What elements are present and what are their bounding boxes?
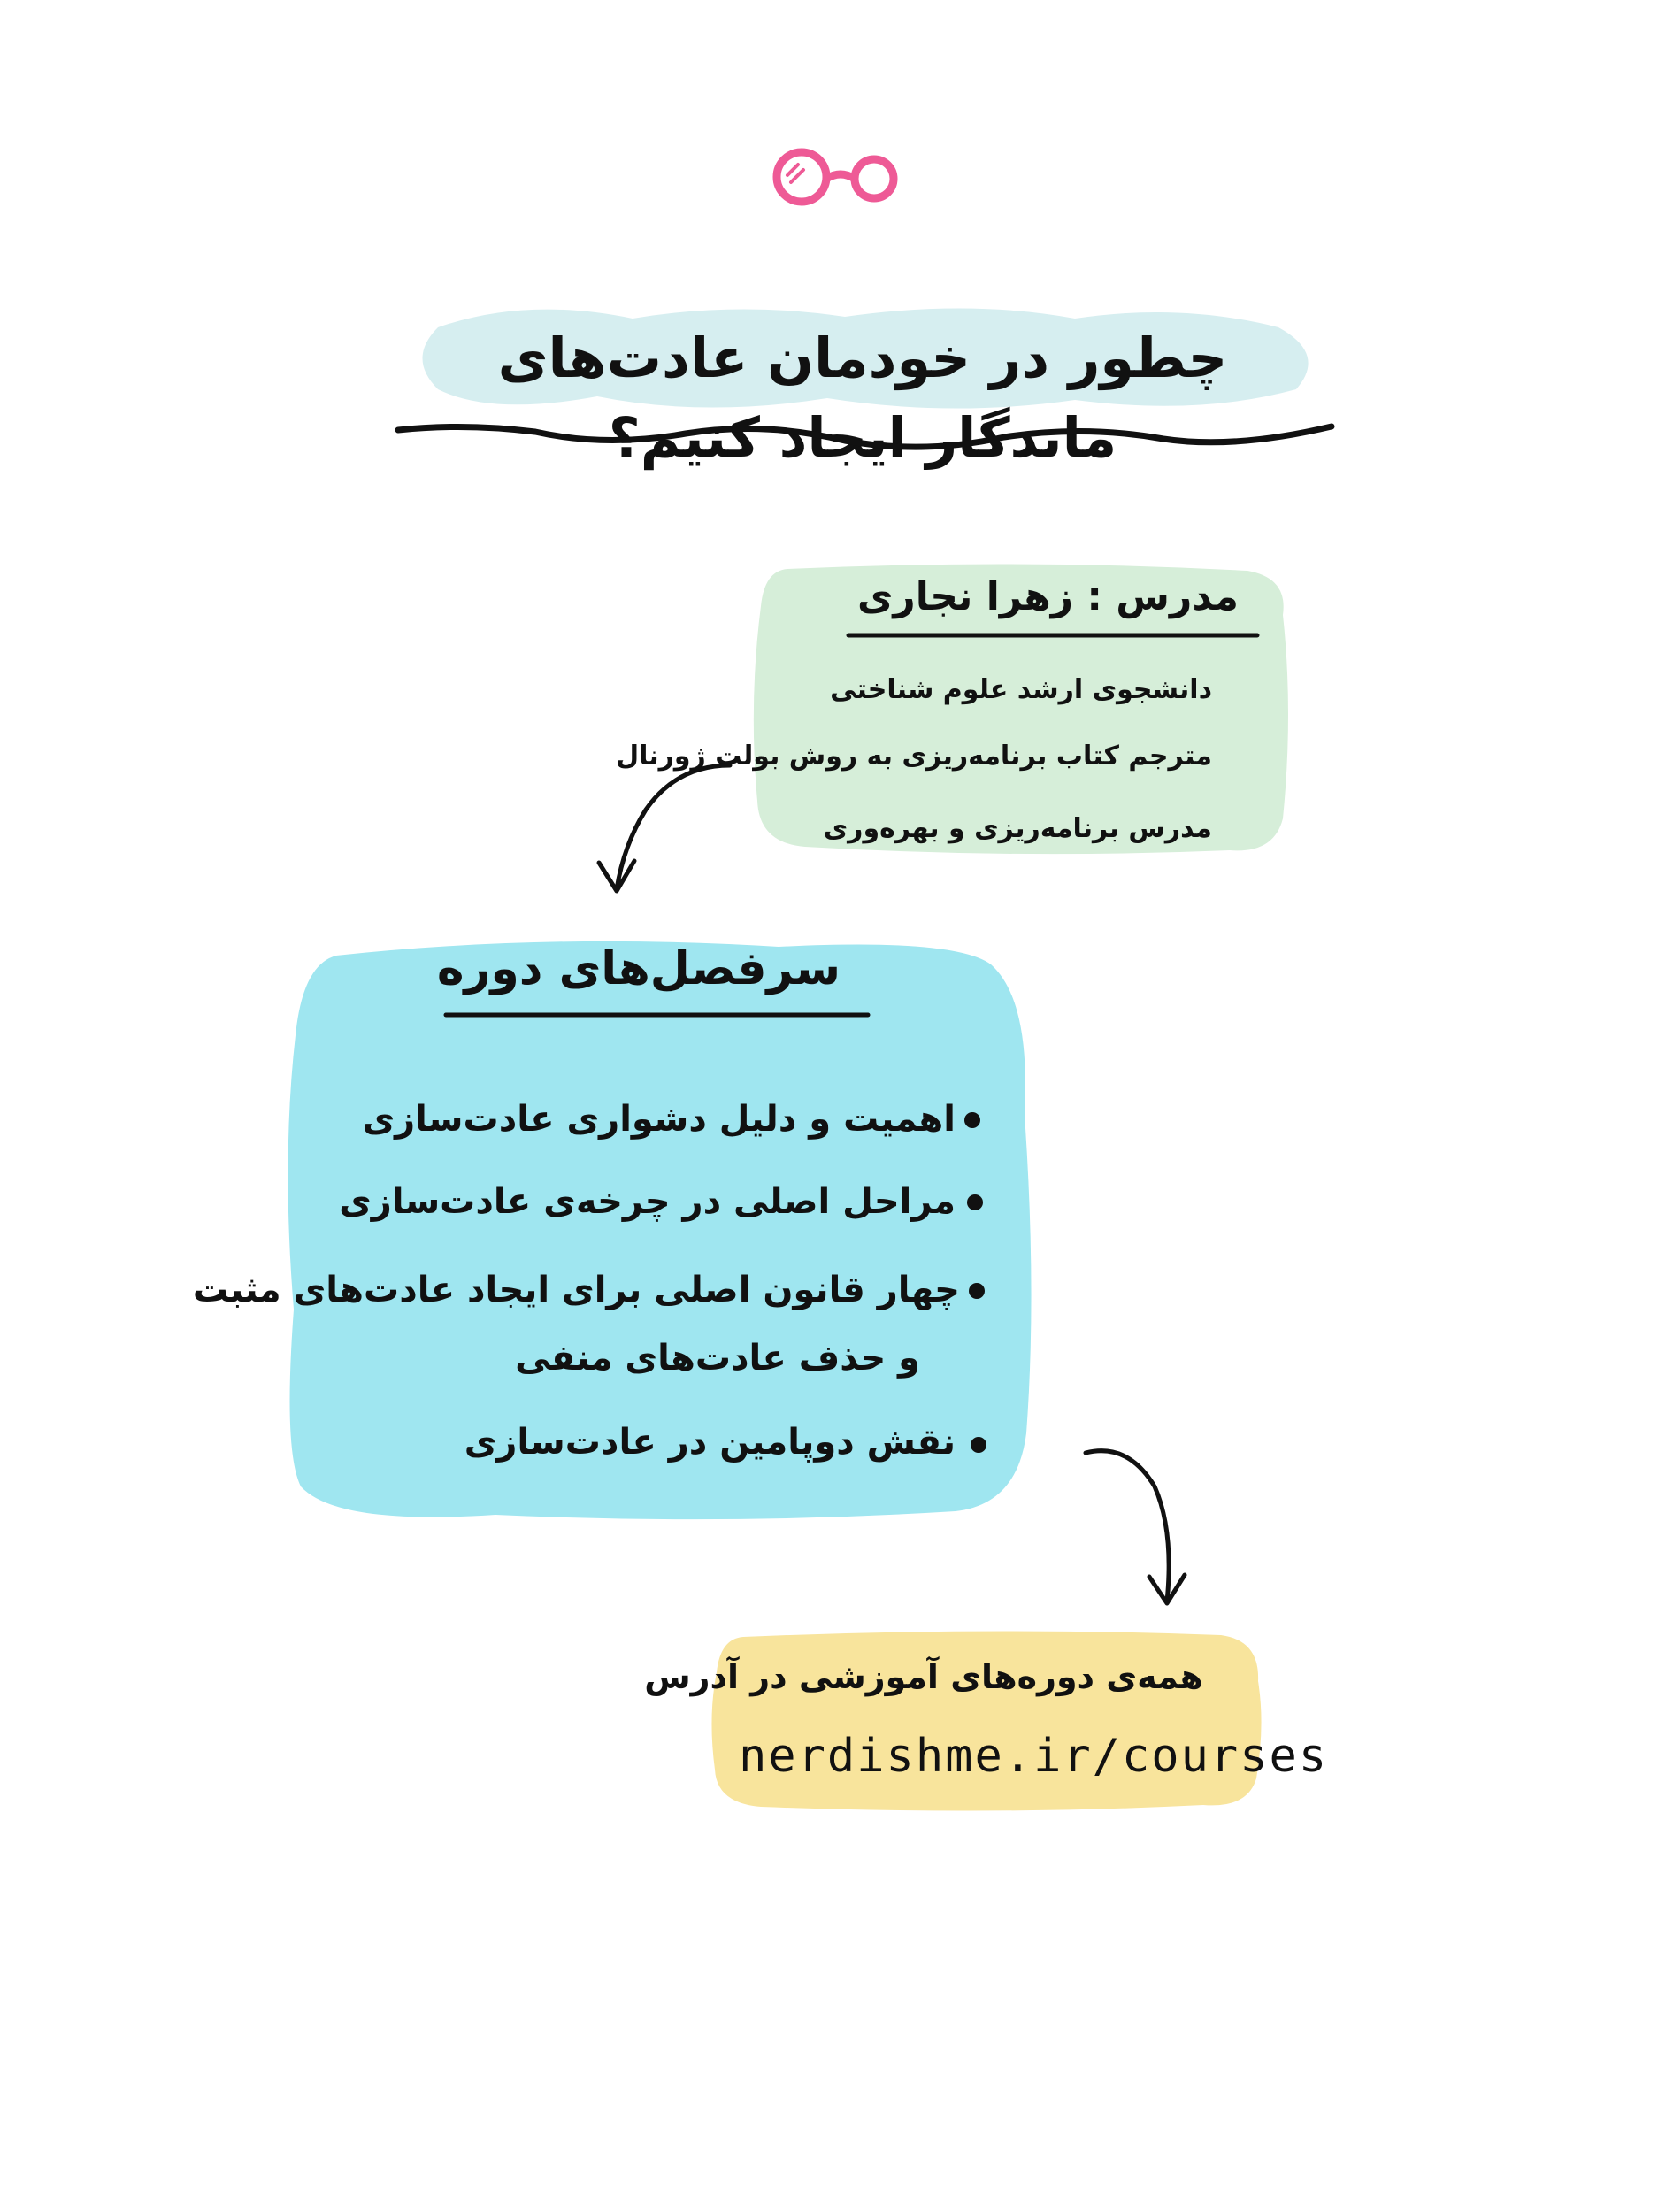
courses-link-label: همه‌ی دوره‌های آموزشی در آدرس: [644, 1657, 1203, 1696]
instructor-credential: مدرس برنامه‌ریزی و بهره‌وری: [823, 813, 1212, 844]
arrow-down-icon: [580, 748, 743, 902]
page-title: چطور در خودمان عادت‌های ماندگار ایجاد کنیم؟: [497, 326, 1228, 470]
topics-underline: [442, 1009, 871, 1021]
glasses-icon: [768, 142, 901, 212]
course-topics-heading: سرفصل‌های دوره: [436, 942, 841, 995]
courses-url[interactable]: nerdishme.ir/courses: [739, 1730, 1329, 1783]
course-topic: مراحل اصلی در چرخه‌ی عادت‌سازی: [339, 1181, 956, 1222]
wavy-underline: [394, 416, 1336, 460]
course-topic: اهمیت و دلیل دشواری عادت‌سازی: [362, 1099, 956, 1140]
instructor-name: مدرس : زهرا نجاری: [857, 574, 1239, 619]
bullet-icon: [971, 1437, 986, 1453]
instructor-credential: دانشجوی ارشد علوم شناختی: [830, 674, 1212, 705]
bullet-icon: [969, 1283, 985, 1299]
instructor-underline: [845, 630, 1261, 641]
course-topic: چهار قانون اصلی برای ایجاد عادت‌های مثبت: [192, 1270, 960, 1310]
arrow-down-icon: [1075, 1433, 1199, 1615]
bullet-icon: [964, 1112, 980, 1128]
course-topic-continued: و حذف عادت‌های منفی: [515, 1338, 920, 1379]
bullet-icon: [967, 1194, 983, 1210]
course-topic: نقش دوپامین در عادت‌سازی: [464, 1422, 956, 1463]
instructor-credential: مترجم کتاب برنامه‌ریزی به روش بولت ژورنال: [616, 741, 1212, 772]
